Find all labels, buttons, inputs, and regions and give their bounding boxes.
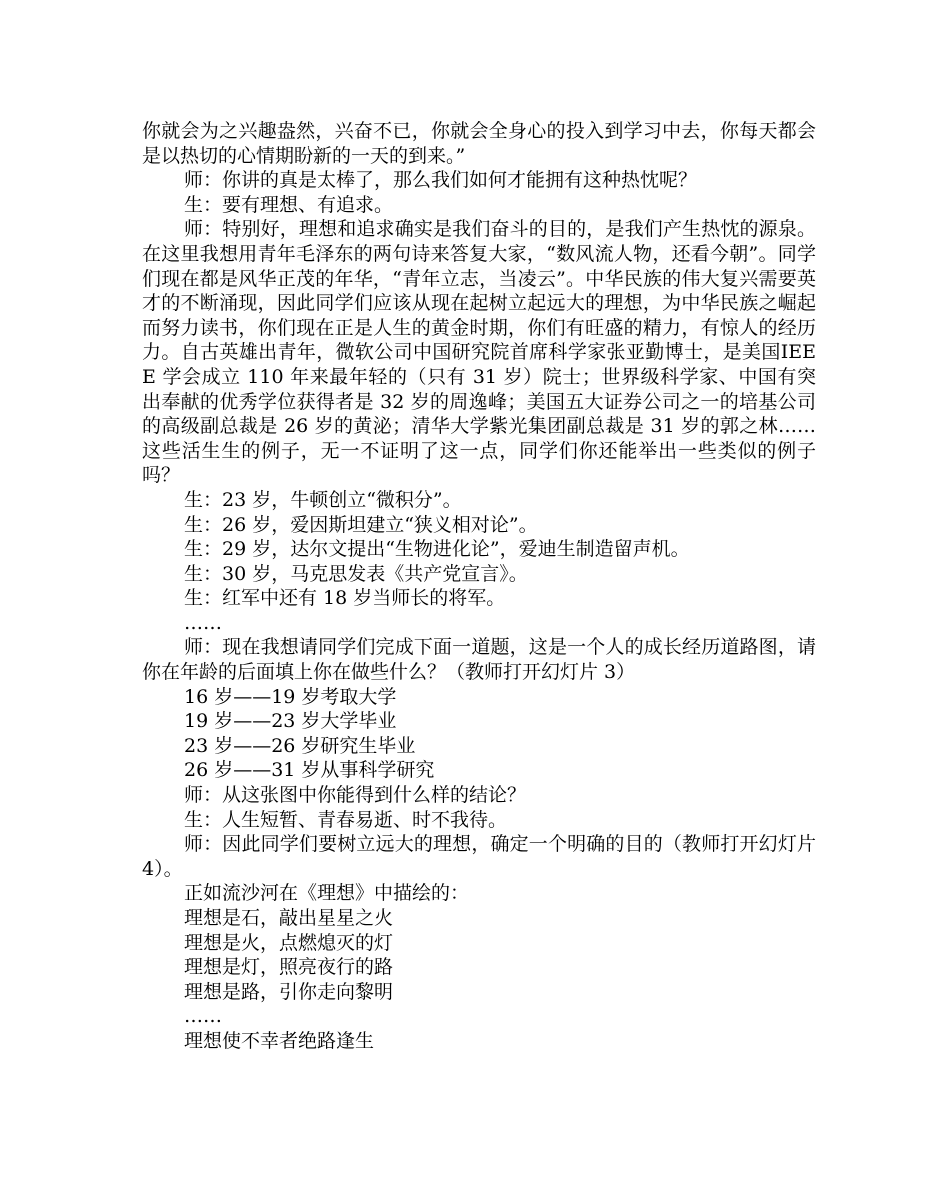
paragraph-4: 师：特别好，理想和追求确实是我们奋斗的目的，是我们产生热忱的源泉。在这里我想用青年毛泽东的两句诗来答复大家，“数风流人物，还看今朝”。同学们现在都是风华正茂的年华，“青年立志，当凌云”。中华民族的伟大复兴需要英才的不断涌现，因此同学们应该从现在起树立起远大的理想，为中华民族之崛起而努力读书，你们现在正是人生的黄金时期，你们有旺盛的精力，有惊人的经历力。自古英雄出青年，微软公司中国研究院首席科学家张亚勤博士，是美国IEEE 学会成立 110 年来最年轻的（只有 31 岁）院士；世界级科学家、中国有突出奉献的优秀学位获得者是 32 岁的周逸峰；美国五大证券公司之一的培基公司的高级副总裁是 26 岁的黄泌；清华大学紫光集团副总裁是 31 岁的郭之林……这些活生生的例子，无一不证明了这一点，同学们你还能举出一些类似的例子吗？ <box>142 218 816 487</box>
ellipsis-1: …… <box>184 611 222 634</box>
document-body <box>142 119 816 1054</box>
paragraph-8: 生：30 岁，马克思发表《共产党宣言》。 <box>184 562 528 585</box>
paragraph-6: 生：26 岁，爱因斯坦建立“狭义相对论”。 <box>184 513 538 536</box>
poem-line-1: 理想是石，敲出星星之火 <box>184 907 394 929</box>
paragraph-7: 生：29 岁，达尔文提出“生物进化论”，爱迪生制造留声机。 <box>184 538 690 561</box>
paragraph-9: 生：红军中还有 18 岁当师长的将军。 <box>184 587 506 610</box>
poem-line-5: 理想使不幸者绝路逢生 <box>184 1029 375 1052</box>
poem-line-2: 理想是火，点燃熄灭的灯 <box>184 931 394 954</box>
poem-intro: 正如流沙河在《理想》中描绘的： <box>184 882 470 905</box>
paragraph-13: 师：因此同学们要树立远大的理想，确定一个明确的目的（教师打开幻灯片 4）。 <box>142 833 816 880</box>
paragraph-1: 你就会为之兴趣盎然，兴奋不已，你就会全身心的投入到学习中去，你每天都会是以热切的心情期盼新的一天的到来。” <box>142 120 816 167</box>
paragraph-11: 师：从这张图中你能得到什么样的结论？ <box>184 784 527 807</box>
paragraph-2: 师：你讲的真是太棒了，那么我们如何才能拥有这种热忱呢？ <box>184 169 698 192</box>
timeline-item-4: 26 岁——31 岁从事科学研究 <box>184 759 435 782</box>
paragraph-10: 师：现在我想请同学们完成下面一道题，这是一个人的成长经历道路图，请你在年龄的后面填上你在做些什么？（教师打开幻灯片 3） <box>142 636 816 684</box>
timeline-item-3: 23 岁——26 岁研究生毕业 <box>184 734 416 757</box>
poem-line-3: 理想是灯，照亮夜行的路 <box>184 956 394 979</box>
timeline-item-2: 19 岁——23 岁大学毕业 <box>184 710 397 733</box>
paragraph-3: 生：要有理想、有追求。 <box>184 193 394 216</box>
ellipsis-2: …… <box>184 1005 222 1028</box>
poem-line-4: 理想是路，引你走向黎明 <box>184 980 394 1003</box>
paragraph-5: 生：23 岁，牛顿创立“微积分”。 <box>184 488 462 511</box>
timeline-item-1: 16 岁——19 岁考取大学 <box>184 685 397 708</box>
paragraph-12: 生：人生短暂、青春易逝、时不我待。 <box>184 808 508 831</box>
